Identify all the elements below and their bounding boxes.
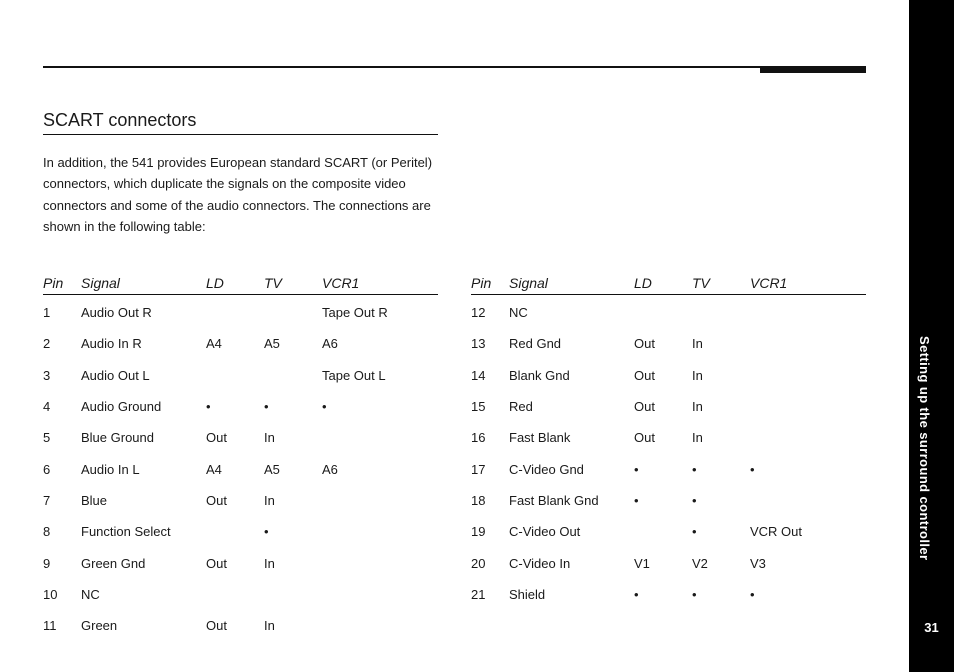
cell-signal: Fast Blank Gnd	[509, 492, 599, 508]
table-row	[43, 360, 438, 391]
cell-vcr1: A6	[322, 336, 338, 352]
cell-vcr1: V3	[750, 555, 766, 571]
cell-vcr1	[322, 579, 438, 610]
cell-ld: •	[634, 586, 639, 602]
header-vcr1: VCR1	[322, 272, 438, 295]
cell-signal: NC	[81, 586, 100, 602]
cell-tv: In	[264, 492, 275, 508]
table-row	[471, 579, 866, 610]
cell-signal: Fast Blank	[509, 430, 571, 446]
cell-vcr1	[750, 391, 866, 422]
header-ld: LD	[634, 272, 692, 295]
header-tv: TV	[692, 272, 750, 295]
cell-vcr1	[322, 516, 438, 547]
cell-tv: •	[692, 586, 697, 602]
cell-signal: C-Video Out	[509, 524, 581, 540]
cell-ld: Out	[634, 336, 655, 352]
page-number: 31	[924, 620, 939, 635]
table-row	[43, 516, 438, 547]
cell-tv	[264, 295, 322, 329]
cell-vcr1: •	[750, 461, 755, 477]
cell-pin: 12	[471, 305, 486, 321]
cell-ld: Out	[206, 492, 227, 508]
cell-ld: Out	[206, 430, 227, 446]
cell-signal: Shield	[509, 586, 546, 602]
cell-pin: 11	[43, 618, 57, 634]
cell-signal: C-Video In	[509, 555, 571, 571]
cell-pin: 5	[43, 430, 51, 446]
intro-paragraph: In addition, the 541 provides European standard SCART (or Peritel) connectors, which duplicate the signals on the composite video connectors and some of the audio connectors. The connections are shown in the following table:	[43, 155, 433, 234]
cell-pin: 19	[471, 524, 486, 540]
cell-ld	[206, 295, 264, 329]
cell-ld: A4	[206, 461, 222, 477]
cell-vcr1: VCR Out	[750, 524, 803, 540]
cell-signal: Red Gnd	[509, 336, 562, 352]
cell-pin: 21	[471, 586, 486, 602]
cell-vcr1	[322, 547, 438, 578]
cell-pin: 15	[471, 399, 486, 415]
cell-signal: Red	[509, 399, 533, 415]
cell-pin: 17	[471, 461, 486, 477]
cell-signal: Function Select	[81, 524, 171, 540]
cell-pin: 7	[43, 492, 51, 508]
cell-pin: 2	[43, 336, 51, 352]
cell-tv: A5	[264, 461, 280, 477]
table-row	[43, 295, 438, 329]
cell-vcr1	[322, 485, 438, 516]
cell-vcr1	[322, 422, 438, 453]
cell-pin: 6	[43, 461, 51, 477]
cell-pin: 1	[43, 305, 51, 321]
cell-ld: Out	[634, 367, 655, 383]
cell-tv: A5	[264, 336, 280, 352]
cell-tv: •	[264, 524, 269, 540]
cell-tv: In	[264, 618, 275, 634]
cell-ld: A4	[206, 336, 222, 352]
cell-pin: 14	[471, 367, 486, 383]
cell-tv	[692, 295, 750, 329]
table-row	[471, 295, 866, 329]
cell-signal: Audio Ground	[81, 399, 162, 415]
cell-pin: 13	[471, 336, 486, 352]
table-row	[43, 391, 438, 422]
cell-ld: Out	[206, 618, 227, 634]
cell-ld: V1	[634, 555, 650, 571]
title-rule	[43, 134, 438, 135]
cell-tv: •	[692, 461, 697, 477]
header-signal: Signal	[81, 272, 206, 295]
table-row	[471, 391, 866, 422]
top-rule	[43, 66, 866, 68]
header-ld: LD	[206, 272, 264, 295]
cell-vcr1: •	[322, 399, 327, 415]
table-row	[471, 328, 866, 359]
cell-vcr1: Tape Out L	[322, 367, 386, 383]
cell-signal: Audio In L	[81, 461, 140, 477]
cell-signal: Green Gnd	[81, 555, 146, 571]
header-signal: Signal	[509, 272, 634, 295]
cell-ld	[206, 579, 264, 610]
header-tv: TV	[264, 272, 322, 295]
header-pin: Pin	[471, 272, 509, 295]
section-title: SCART connectors	[43, 110, 197, 130]
table-row	[43, 610, 438, 641]
cell-vcr1	[750, 360, 866, 391]
cell-tv: •	[692, 524, 697, 540]
cell-signal: Blue	[81, 492, 108, 508]
table-row	[471, 360, 866, 391]
cell-pin: 18	[471, 492, 486, 508]
cell-signal: C-Video Gnd	[509, 461, 584, 477]
cell-tv	[264, 579, 322, 610]
cell-tv: •	[692, 492, 697, 508]
cell-ld: Out	[634, 430, 655, 446]
cell-tv: V2	[692, 555, 708, 571]
table-row	[43, 485, 438, 516]
cell-vcr1	[750, 485, 866, 516]
top-rule-tab	[760, 66, 866, 73]
cell-vcr1: •	[750, 586, 755, 602]
cell-ld: Out	[634, 399, 655, 415]
cell-ld: •	[634, 492, 639, 508]
cell-pin: 4	[43, 399, 51, 415]
cell-ld	[206, 360, 264, 391]
pin-table-left	[43, 272, 438, 641]
cell-tv: In	[692, 430, 703, 446]
cell-ld	[634, 295, 692, 329]
cell-vcr1: A6	[322, 461, 338, 477]
cell-ld	[634, 516, 692, 547]
cell-signal: Green	[81, 618, 118, 634]
cell-tv: In	[264, 430, 275, 446]
cell-signal: Blue Ground	[81, 430, 154, 446]
table-row	[43, 579, 438, 610]
header-pin: Pin	[43, 272, 81, 295]
table-row	[471, 516, 866, 547]
table-row	[471, 485, 866, 516]
cell-pin: 20	[471, 555, 486, 571]
table-row	[43, 453, 438, 484]
cell-signal: NC	[509, 305, 528, 321]
cell-pin: 9	[43, 555, 51, 571]
header-vcr1: VCR1	[750, 272, 866, 295]
cell-vcr1	[750, 422, 866, 453]
table-row	[43, 422, 438, 453]
cell-pin: 16	[471, 430, 486, 446]
pin-table-right	[471, 272, 866, 610]
cell-pin: 8	[43, 524, 51, 540]
cell-ld: Out	[206, 555, 227, 571]
table-row	[43, 547, 438, 578]
cell-tv: In	[692, 367, 703, 383]
table-row	[471, 453, 866, 484]
cell-ld: •	[206, 399, 211, 415]
cell-tv: In	[264, 555, 275, 571]
cell-vcr1	[750, 295, 866, 329]
cell-pin: 10	[43, 586, 58, 602]
cell-vcr1	[322, 610, 438, 641]
cell-tv: In	[692, 399, 703, 415]
table-row	[471, 422, 866, 453]
table-header-row	[43, 272, 438, 295]
cell-ld: •	[634, 461, 639, 477]
cell-signal: Audio Out L	[81, 367, 150, 383]
cell-vcr1	[750, 328, 866, 359]
cell-tv: In	[692, 336, 703, 352]
cell-signal: Audio Out R	[81, 305, 152, 321]
cell-signal: Blank Gnd	[509, 367, 570, 383]
cell-signal: Audio In R	[81, 336, 142, 352]
cell-tv: •	[264, 399, 269, 415]
table-header-row	[471, 272, 866, 295]
table-row	[43, 328, 438, 359]
cell-vcr1: Tape Out R	[322, 305, 388, 321]
cell-ld	[206, 516, 264, 547]
cell-pin: 3	[43, 367, 51, 383]
chapter-title: Setting up the surround controller	[917, 336, 932, 561]
cell-tv	[264, 360, 322, 391]
table-row	[471, 547, 866, 578]
